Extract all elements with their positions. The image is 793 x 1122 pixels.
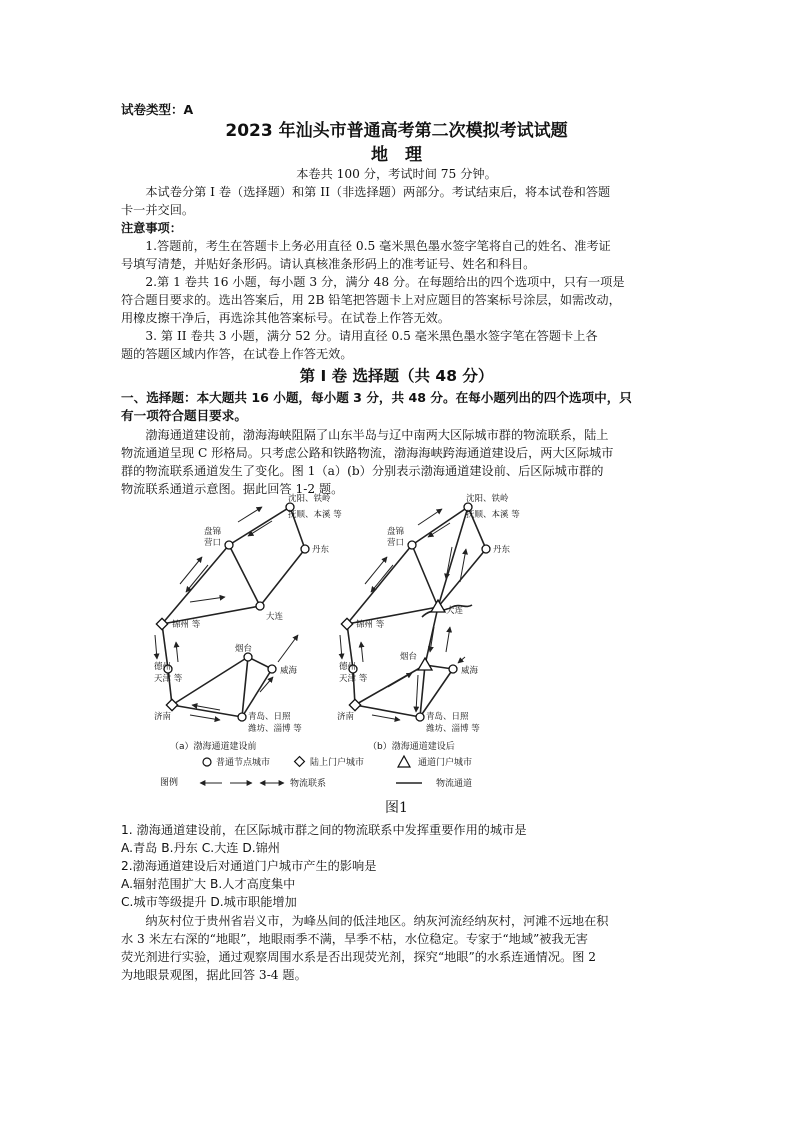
map-b-caption: （b）渤海通道建设后 bbox=[368, 742, 455, 752]
section-instruction: 有一项符合题目要求。 bbox=[121, 408, 247, 423]
map-a-label: 盘锦 bbox=[204, 527, 222, 537]
notice-line: 1.答题前，考生在答题卡上务必用直径 0.5 毫米黑色墨水签字笔将自己的姓名、准考证 bbox=[121, 239, 611, 253]
map-b-label: 烟台 bbox=[400, 652, 418, 662]
section-instruction: 一、选择题：本大题共 16 小题，每小题 3 分，共 48 分。在每小题列出的四个选项中，只 bbox=[121, 390, 632, 405]
exam-title: 2023 年汕头市普通高考第二次模拟考试试题 bbox=[225, 121, 568, 141]
map-a-channels bbox=[162, 507, 305, 717]
map-a-label: 天津 等 bbox=[154, 674, 183, 684]
legend-channel-gateway-icon bbox=[398, 756, 410, 767]
map-a-label: 沈阳、铁岭 bbox=[288, 494, 331, 504]
map-b-channels bbox=[347, 507, 486, 717]
question-options: A.辐射范围扩大 B.人才高度集中 bbox=[121, 877, 296, 891]
notice-line: 3. 第 II 卷共 3 小题，满分 52 分。请用直径 0.5 毫米黑色墨水签字笔在答题卡上各 bbox=[121, 329, 598, 343]
map-b-label: 大连 bbox=[446, 606, 464, 616]
question-stem: 2.渤海通道建设后对通道门户城市产生的影响是 bbox=[121, 859, 377, 873]
legend-ordinary-icon bbox=[203, 758, 211, 766]
legend-land-gateway-icon bbox=[295, 757, 305, 767]
passage-line: 纳灰村位于贵州省岩义市，为峰丛间的低洼地区。纳灰河流经纳灰村，河滩不远地在积 bbox=[121, 914, 609, 928]
map-a bbox=[154, 493, 342, 752]
logistics-map-figure bbox=[150, 487, 650, 797]
passage-line: 渤海通道建设前，渤海海峡阻隔了山东半岛与辽中南两大区际城市群的物流联系，陆上 bbox=[121, 428, 609, 442]
notice-line: 题的答题区域内作答，在试卷上作答无效。 bbox=[121, 347, 353, 361]
map-b-label: 抚顺、本溪 等 bbox=[466, 510, 520, 520]
map-b-label: 济南 bbox=[337, 712, 355, 722]
legend-label: 普通节点城市 bbox=[216, 758, 271, 768]
legend-label: 物流联系 bbox=[290, 779, 327, 789]
question-options: A.青岛 B.丹东 C.大连 D.锦州 bbox=[121, 841, 280, 855]
passage-line: 水 3 米左右深的“地眼”，地眼雨季不满，旱季不枯，水位稳定。专家于“地域”被我无害 bbox=[121, 932, 588, 946]
intro-line: 卡一并交回。 bbox=[121, 203, 195, 217]
passage-line: 物流联系通道示意图。据此回答 1-2 题。 bbox=[121, 482, 344, 496]
legend-label: 陆上门户城市 bbox=[310, 758, 365, 768]
passage-line: 荧光剂进行实验，通过观察周围水系是否出现荧光剂，探究“地眼”的水系连通情况。图 2 bbox=[121, 950, 597, 964]
figure-legend bbox=[160, 756, 472, 789]
question-stem: 1. 渤海通道建设前，在区际城市群之间的物流联系中发挥重要作用的城市是 bbox=[121, 823, 527, 837]
map-a-caption: （a）渤海通道建设前 bbox=[170, 742, 257, 752]
passage-line: 物流通道呈现 C 形格局。只考虑公路和铁路物流，渤海海峡跨海通道建设后，两大区际城市 bbox=[121, 446, 614, 460]
figure-caption: 图1 bbox=[385, 800, 408, 816]
subject-title: 地 理 bbox=[371, 145, 422, 165]
notice-heading: 注意事项： bbox=[121, 221, 182, 235]
map-a-label: 威海 bbox=[280, 666, 298, 676]
section-title: 第 I 卷 选择题（共 48 分） bbox=[299, 367, 494, 385]
question-options: C.城市等级提升 D.城市职能增加 bbox=[121, 895, 297, 909]
notice-line: 符合题目要求的。选出答案后，用 2B 铅笔把答题卡上对应题目的答案标号涂层，如需改动， bbox=[121, 293, 621, 307]
map-b-label: 营口 bbox=[387, 538, 405, 548]
map-b-label: 威海 bbox=[461, 666, 479, 676]
legend-title: 图例 bbox=[160, 778, 179, 788]
map-b-label: 潍坊、淄博 等 bbox=[426, 724, 480, 734]
legend-label: 通道门户城市 bbox=[418, 758, 473, 768]
map-a-label: 抚顺、本溪 等 bbox=[288, 510, 342, 520]
map-b-label: 锦州 等 bbox=[356, 620, 385, 630]
passage-line: 群的物流联系通道发生了变化。图 1（a）(b）分别表示渤海通道建设前、后区际城市群的 bbox=[121, 464, 604, 478]
map-a-label: 德州 bbox=[154, 662, 172, 672]
notice-line: 用橡皮擦干净后，再选涂其他答案标号。在试卷上作答无效。 bbox=[121, 311, 451, 325]
legend-label: 物流通道 bbox=[436, 779, 473, 789]
map-a-label: 烟台 bbox=[235, 644, 253, 654]
map-a-label: 丹东 bbox=[312, 545, 330, 555]
map-b-label: 盘锦 bbox=[387, 527, 405, 537]
map-b-label: 天津 等 bbox=[339, 674, 368, 684]
map-a-label: 大连 bbox=[266, 612, 284, 622]
notice-line: 2.第 1 卷共 16 小题，每小题 3 分，满分 48 分。在每题给出的四个选项中，只有一项是 bbox=[121, 275, 625, 289]
map-b bbox=[337, 493, 520, 752]
map-b-nodes bbox=[341, 503, 490, 721]
map-b-label: 丹东 bbox=[493, 545, 511, 555]
intro-line: 本试卷分第 I 卷（选择题）和第 II（非选择题）两部分。考试结束后，将本试卷和答题 bbox=[121, 185, 611, 199]
paper-type: 试卷类型：A bbox=[121, 102, 194, 117]
map-a-label: 济南 bbox=[154, 712, 172, 722]
map-b-label: 德州 bbox=[339, 662, 357, 672]
map-a-label: 锦州 等 bbox=[172, 620, 201, 630]
exam-info: 本卷共 100 分，考试时间 75 分钟。 bbox=[296, 167, 497, 181]
map-a-label: 潍坊、淄博 等 bbox=[248, 724, 302, 734]
map-a-nodes bbox=[156, 503, 309, 721]
notice-line: 号填写清楚，并贴好条形码。请认真核准条形码上的准考证号、姓名和科目。 bbox=[121, 257, 536, 271]
map-a-label: 青岛、日照 bbox=[248, 712, 291, 722]
passage-line: 为地眼景观图，据此回答 3-4 题。 bbox=[121, 968, 307, 982]
map-a-label: 营口 bbox=[204, 538, 222, 548]
map-b-label: 沈阳、铁岭 bbox=[466, 494, 509, 504]
map-b-label: 青岛、日照 bbox=[426, 712, 469, 722]
